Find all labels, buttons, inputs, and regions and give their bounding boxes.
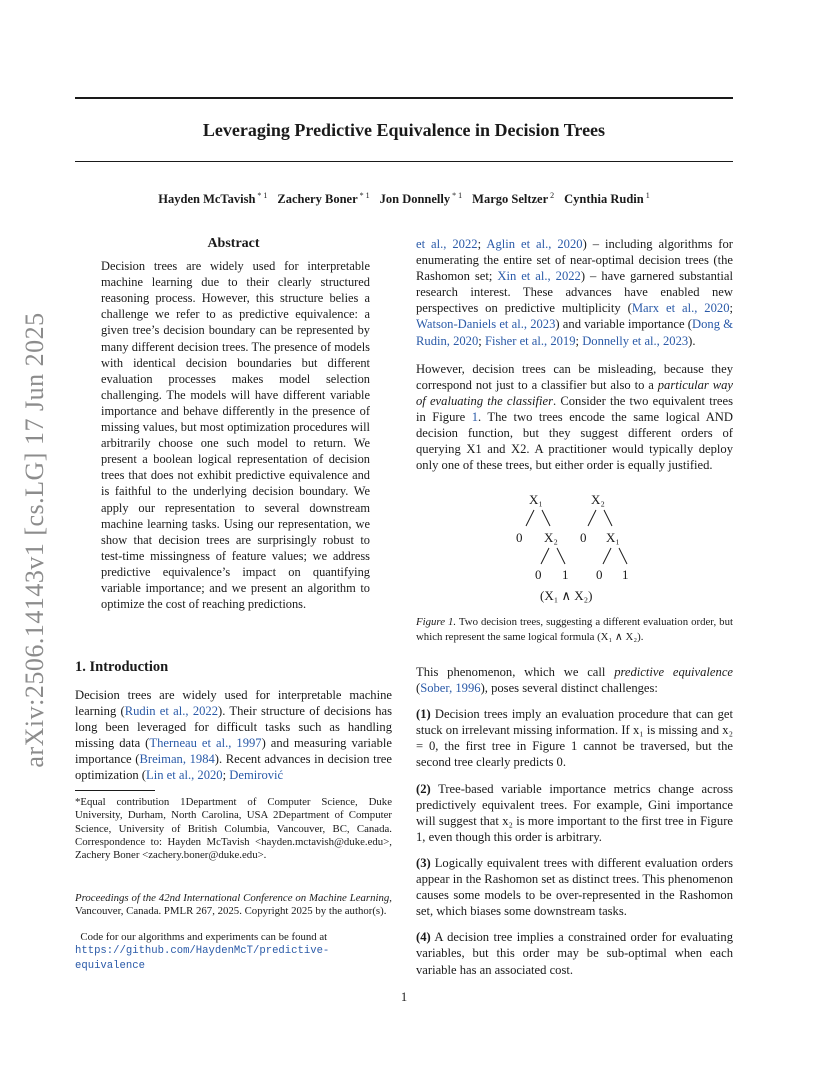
challenge-text: Tree-based variable importance metrics change across predictively equivalent trees. For example, Gini importance will suggest that x₂ is more important to the first tree in Figure 1, even though this order is arbitrary.: [416, 781, 733, 844]
challenge-item: [416, 855, 733, 919]
paragraph-text: ;: [478, 333, 485, 348]
right-column-lower: [416, 664, 733, 988]
left-column: [75, 236, 392, 612]
tree1-left-leaf: 0: [516, 530, 523, 545]
paragraph-text: ) and variable importance (: [555, 317, 692, 332]
title-rule-top: [75, 97, 733, 99]
figure-1-link[interactable]: 1: [471, 409, 478, 424]
paragraph-text: ) and measuring variable importance (: [75, 736, 393, 767]
challenge-item: [416, 929, 733, 977]
right-column: [416, 236, 733, 483]
proceedings-italic: Proceedings of the 42nd International Conference on Machine Learning: [75, 892, 390, 904]
paragraph-text: Decision trees are widely used for interpretable machine learning (: [75, 688, 392, 719]
p3-text-b: , poses several distinct challenges:: [484, 681, 658, 696]
tree1-edge-right: [542, 510, 550, 526]
citation-link[interactable]: Donnelly et al., 2023: [582, 333, 689, 348]
code-repo-link[interactable]: https://github.com/HaydenMcT/predictive-equivalence: [75, 945, 330, 972]
author-name: Cynthia Rudin $^1$: [564, 191, 650, 207]
paragraph-text: ;: [729, 301, 733, 316]
paragraph-text: ). Recent advances in decision tree optimization (: [75, 752, 392, 783]
proceedings-rest: , Vancouver, Canada. PMLR 267, 2025. Copyright 2025 by the author(s).: [75, 892, 392, 918]
paragraph-text: ;: [477, 237, 487, 251]
paragraph-text: ) – have garnered substantial research interest. These advances have enabled new perspectives on predictive multiplicity (: [416, 269, 733, 316]
paper-title: Leveraging Predictive Equivalence in Decision Trees: [202, 120, 606, 140]
tree2-child-edge-left: [603, 548, 611, 564]
figure-1-caption: [416, 615, 733, 644]
challenge-list: [416, 706, 733, 977]
citation-link[interactable]: Marx et al., 2020: [631, 301, 730, 316]
citation-link[interactable]: Xin et al., 2022: [497, 269, 581, 284]
misleading-trees-paragraph: [416, 361, 733, 474]
paragraph-text: ;: [575, 333, 583, 348]
page-number: 1: [400, 990, 408, 1004]
figure-formula: (X₁ ∧ X₂): [540, 588, 593, 603]
tree2-left-leaf: 0: [580, 530, 587, 545]
abstract-body: Decision trees are widely used for interpretable machine learning due to their clearly structured reasoning process. However, this structure belies a challenge we refer to as predictive equivalence: a given tree’s decision boundary can be represented by many different decision trees. The presence of models with identical decision boundaries but different evaluation processes makes model selection challenging. The models will have different variable importance and behave differently in the presence of missing values, but most optimization procedures will arbitrarily choose one such model to return. We present a boolean logical representation of decision trees that does not exhibit predictive equivalence and is faithful to the underlying decision boundary. We apply our representation to several downstream machine learning tasks. Using our representation, we show that decision trees are surprisingly robust to test-time missingness of feature values; we address predictive equivalence’s impact on quantifying variable importance; and we present an algorithm to optimize the cost of reaching predictions.: [101, 259, 370, 612]
tree1-child: X₂: [544, 530, 558, 545]
tree1-child-edge-right: [557, 548, 565, 564]
paragraph-text: ).: [688, 333, 696, 348]
introduction-body: [75, 687, 392, 784]
tree1-child-edge-left: [541, 548, 549, 564]
citation-link[interactable]: Lin et al., 2020: [146, 768, 223, 783]
citation-link[interactable]: et al., 2022: [416, 237, 478, 251]
p2-text-c: . The two trees encode the same logical AND decision function, but they suggest different orders of querying X1 and X2. A practitioner would typically deploy only one of these trees, but either order is equally justified.: [416, 409, 733, 473]
related-work-paragraph: [416, 236, 733, 349]
paragraph-text: ;: [222, 768, 230, 783]
tree2-root: X₂: [591, 492, 605, 507]
author-name: Margo Seltzer $^2$: [472, 191, 555, 207]
citation-link[interactable]: Watson-Daniels et al., 2023: [416, 317, 556, 332]
challenge-text: A decision tree implies a constrained order for evaluating variables, but this order may be sub-optimal when each variable has an associated cost.: [416, 930, 733, 977]
p3-text-a: This phenomenon, which we call: [416, 665, 615, 679]
figure-1: [416, 488, 733, 608]
citation-link[interactable]: Therneau et al., 1997: [149, 736, 262, 751]
p2-text-a: However, decision trees can be misleading, because they correspond not just to a classifier but also to a: [416, 361, 733, 392]
author-affiliation-marks: * 1: [255, 191, 268, 200]
footnote-rule: [75, 790, 155, 791]
paragraph-text: ) – including algorithms for enumerating the entire set of near-optimal decision trees (the Rashomon set;: [416, 237, 733, 284]
tree2-child-right: 1: [622, 567, 629, 582]
author-affiliation-marks: * 1: [357, 191, 370, 200]
tree1-edge-left: [526, 510, 534, 526]
author-name: Jon Donnelly $^{* 1}$: [379, 191, 463, 207]
author-affiliation-marks: * 1: [450, 191, 463, 200]
abstract-heading: Abstract: [207, 236, 260, 251]
p2-text-b: . Consider the two equivalent trees in Figure: [416, 393, 733, 424]
citation-link[interactable]: Breiman, 1984: [139, 752, 215, 767]
code-note-text: Code for our algorithms and experiments can be found at: [80, 931, 328, 943]
challenge-number: (4): [416, 930, 431, 945]
decision-trees-figure: [416, 488, 733, 608]
arxiv-stamp: arXiv:2506.14143v1 [cs.LG] 17 Jun 2025: [20, 312, 49, 768]
figure-caption-label: Figure 1.: [416, 616, 457, 628]
tree2-edge-left: [588, 510, 596, 526]
author-list: [75, 191, 733, 207]
tree2-child-left: 0: [596, 567, 603, 582]
proceedings-note: [75, 892, 392, 919]
challenge-number: (1): [416, 707, 431, 722]
author-name: Hayden McTavish $^{* 1}$: [158, 191, 268, 207]
citation-link[interactable]: Demirović: [229, 768, 284, 783]
tree-2: [580, 492, 629, 582]
challenge-number: (2): [416, 781, 431, 796]
citation-link[interactable]: Aglin et al., 2020: [486, 237, 583, 251]
tree-1: [516, 492, 569, 582]
citation-link[interactable]: Rudin et al., 2022: [124, 704, 219, 719]
tree1-child-left: 0: [535, 567, 542, 582]
title-rule-bottom: [75, 161, 733, 162]
challenge-number: (3): [416, 855, 431, 870]
author-affiliation-marks: 2: [548, 191, 555, 200]
predictive-equivalence-paragraph: This phenomenon, which we call predictive equivalence (Sober, 1996), poses several distinct challenges:: [416, 665, 733, 696]
tree1-root: X₁: [529, 492, 543, 507]
tree2-edge-right: [604, 510, 612, 526]
p3-italic: predictive equivalence: [614, 665, 733, 679]
paragraph-text: ). Their structure of decisions has long been leveraged for difficult tasks such as handling missing data (: [75, 704, 392, 751]
citation-link[interactable]: Fisher et al., 2019: [484, 333, 576, 348]
challenge-item: [416, 706, 733, 770]
citation-link[interactable]: Dong & Rudin, 2020: [416, 317, 733, 348]
tree2-child: X₁: [606, 530, 620, 545]
author-name: Zachery Boner $^{* 1}$: [277, 191, 370, 207]
p2-italic: particular way of evaluating the classifier: [416, 377, 733, 408]
tree2-child-edge-right: [619, 548, 627, 564]
challenge-text: Logically equivalent trees with different evaluation orders appear in the Rashomon set as distinct trees. This phenomenon causes some models to be over-represented in the Rashomon set, which biases some downstream tasks.: [416, 855, 733, 919]
code-note: [75, 931, 392, 973]
figure-caption-text: Two decision trees, suggesting a different evaluation order, but which represent the same logical formula (X₁ ∧ X₂).: [416, 616, 733, 643]
challenge-item: [416, 781, 733, 845]
tree1-child-right: 1: [562, 567, 569, 582]
affiliation-footnote: *Equal contribution 1Department of Computer Science, Duke University, Durham, North Carolina, USA 2Department of Computer Science, University of British Columbia, Vancouver, BC, Canada. Correspondence to: Hayden McTavish <hayden.mctavish@duke.edu>, Zachery Boner <zachery.boner@duke.edu>.: [75, 796, 392, 862]
author-affiliation-marks: 1: [643, 191, 650, 200]
sober-citation-link[interactable]: Sober, 1996: [420, 681, 481, 696]
challenge-text: Decision trees imply an evaluation procedure that can get stuck on irrelevant missing information. If x₁ is missing and x₂ = 0, the first tree in Figure 1 cannot be traversed, but the second tree clearly predicts 0.: [416, 707, 733, 770]
introduction-heading: 1. Introduction: [75, 659, 169, 675]
